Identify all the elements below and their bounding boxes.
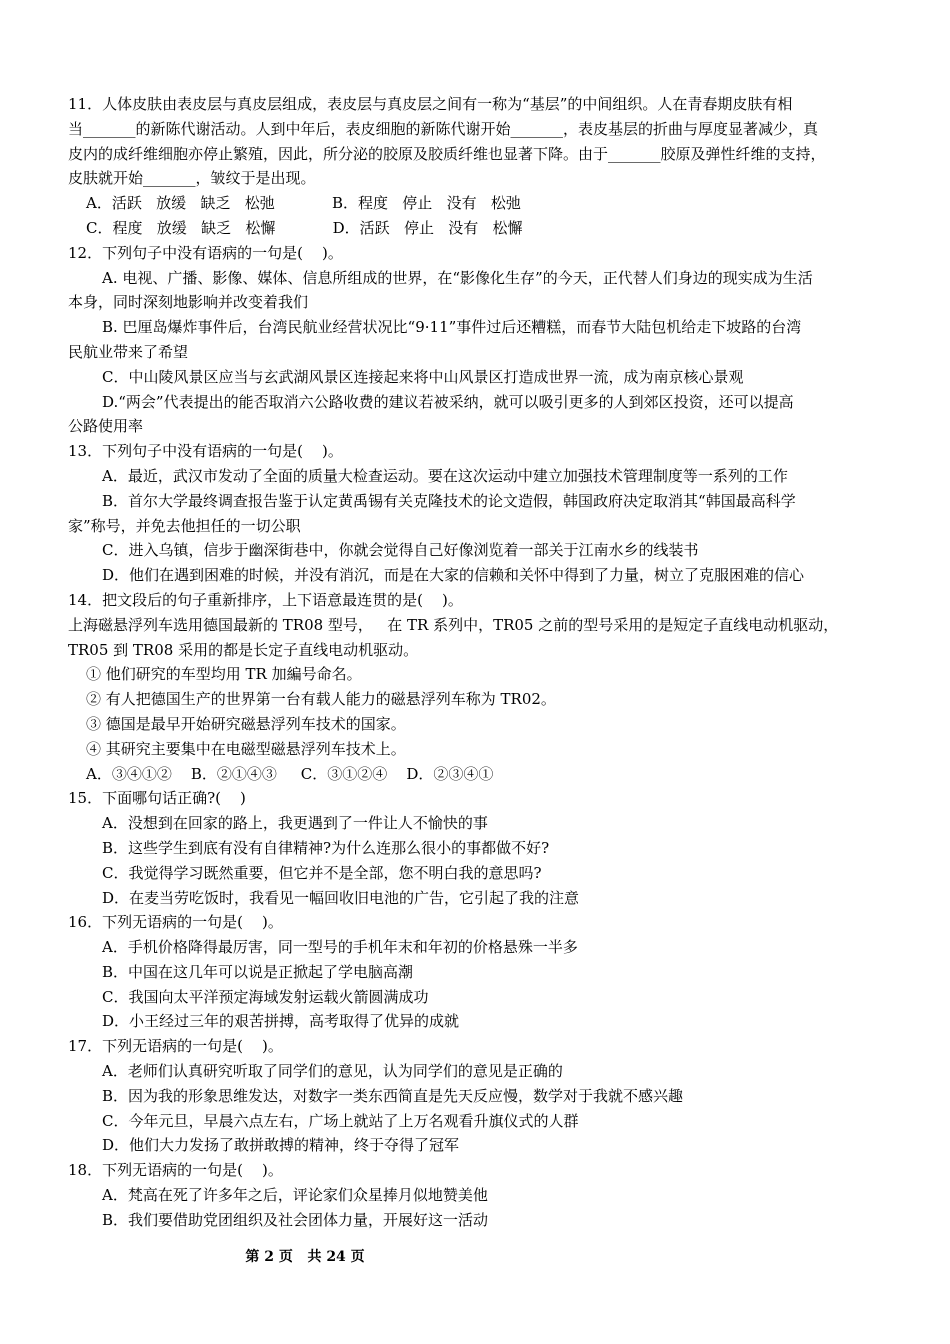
text-line: 18．下列无语病的一句是( )。 xyxy=(68,1161,283,1180)
text-line: 15．下面哪句话正确?( ) xyxy=(68,789,246,808)
text-line: C．程度 放缓 缺乏 松懈 D．活跃 停止 没有 松懈 xyxy=(86,218,523,237)
text-line: 家”称号，并免去他担任的一切公职 xyxy=(68,516,301,535)
text-line: 本身，同时深刻地影响并改变着我们 xyxy=(68,293,309,312)
text-line: 13．下列句子中没有语病的一句是( )。 xyxy=(68,442,343,461)
text-line: C．进入乌镇，信步于幽深街巷中，你就会觉得自己好像浏览着一部关于江南水乡的线装书 xyxy=(102,541,699,560)
text-line: 皮内的成纤维细胞亦停止繁殖，因此，所分泌的胶原及胶质纤维也显著下降。由于_______胶原及弹性纤维的支持， xyxy=(68,144,826,163)
text-line: C．我国向太平洋预定海域发射运载火箭圆满成功 xyxy=(102,987,429,1006)
text-line: ③ 德国是最早开始研究磁悬浮列车技术的国家。 xyxy=(86,714,406,733)
text-line: C．今年元旦，早晨六点左右，广场上就站了上万名观看升旗仪式的人群 xyxy=(102,1111,579,1130)
text-line: D．小王经过三年的艰苦拼搏，高考取得了优异的成就 xyxy=(102,1012,460,1031)
text-line: 16．下列无语病的一句是( )。 xyxy=(68,913,283,932)
text-line: D．在麦当劳吃饭时，我看见一幅回收旧电池的广告，它引起了我的注意 xyxy=(102,888,580,907)
exam-questions-body xyxy=(68,92,888,1233)
text-line: A. 电视、广播、影像、媒体、信息所组成的世界，在“影像化生存”的今天，正代替人们身边的现实成为生活 xyxy=(102,268,813,287)
text-line: B．因为我的形象思维发达，对数字一类东西简直是先天反应慢，数学对于我就不感兴趣 xyxy=(102,1086,684,1105)
text-line: 皮肤就开始_______，皱纹于是出现。 xyxy=(68,169,316,188)
text-line: D.“两会”代表提出的能否取消六公路收费的建议若被采纳，就可以吸引更多的人到郊区投资，还可以提高 xyxy=(102,392,794,411)
text-line: 12．下列句子中没有语病的一句是( )。 xyxy=(68,243,343,262)
text-line: ② 有人把德国生产的世界第一台有载人能力的磁悬浮列车称为 TR02。 xyxy=(86,690,556,709)
text-line: 11．人体皮肤由表皮层与真皮层组成，表皮层与真皮层之间有一称为“基层”的中间组织。人在青春期皮肤有相 xyxy=(68,95,793,113)
text-line: D．他们大力发扬了敢拼敢搏的精神，终于夺得了冠军 xyxy=(102,1136,460,1155)
text-line: B. 巴厘岛爆炸事件后，台湾民航业经营状况比“9·11”事件过后还糟糕，而春节大陆包机给走下坡路的台湾 xyxy=(102,318,802,337)
text-line: A．③④①② B．②①④③ C．③①②④ D．②③④① xyxy=(86,764,494,783)
text-line: A．手机价格降得最厉害，同一型号的手机年末和年初的价格悬殊一半多 xyxy=(102,938,578,957)
text-line: C．我觉得学习既然重要，但它并不是全部，您不明白我的意思吗? xyxy=(102,863,542,882)
text-line: A．最近，武汉市发动了全面的质量大检查运动。要在这次运动中建立加强技术管理制度等一系列的工作 xyxy=(102,466,788,485)
text-line: A．老师们认真研究听取了同学们的意见，认为同学们的意见是正确的 xyxy=(102,1062,563,1081)
text-line: A．活跃 放缓 缺乏 松弛 B．程度 停止 没有 松弛 xyxy=(86,194,521,213)
text-line: ① 他们研究的车型均用 TR 加編号命名。 xyxy=(86,665,362,684)
text-line: B．首尔大学最终调查报告鉴于认定黄禹锡有关克隆技术的论文造假，韩国政府决定取消其“韩国最高科学 xyxy=(102,491,796,510)
text-line: B．我们要借助党团组织及社会团体力量，开展好这一活动 xyxy=(102,1210,489,1229)
text-line: 当_______的新陈代谢活动。人到中年后，表皮细胞的新陈代谢开始_______，表皮基层的折曲与厚度显著减少，真 xyxy=(68,119,819,138)
text-line: B．中国在这几年可以说是正掀起了学电脑高潮 xyxy=(102,962,414,981)
text-line: 上海磁悬浮列车选用德国最新的 TR08 型号， 在 TR 系列中，TR05 之前的型号采用的是短定子直线电动机驱动， xyxy=(68,615,839,634)
text-line: 民航业带来了希望 xyxy=(68,342,189,361)
text-line: ④ 其研究主要集中在电磁型磁悬浮列车技术上。 xyxy=(86,739,406,758)
text-line: D．他们在遇到困难的时候，并没有消沉，而是在大家的信赖和关怀中得到了力量，树立了克服困难的信心 xyxy=(102,566,805,585)
text-line: A．梵高在死了许多年之后，评论家们众星捧月似地赞美他 xyxy=(102,1186,488,1205)
text-line: 公路使用率 xyxy=(68,417,144,436)
text-line: C．中山陵风景区应当与玄武湖风景区连接起来将中山风景区打造成世界一流，成为南京核心景观 xyxy=(102,367,744,386)
page-footer: 第 2 页 共 24 页 xyxy=(245,1249,365,1265)
text-line: 14．把文段后的句子重新排序，上下语意最连贯的是( )。 xyxy=(68,590,463,609)
text-line: TR05 到 TR08 采用的都是长定子直线电动机驱动。 xyxy=(68,640,419,659)
text-line: B．这些学生到底有没有自律精神?为什么连那么很小的事都做不好? xyxy=(102,838,550,857)
text-line: A．没想到在回家的路上，我更遇到了一件让人不愉快的事 xyxy=(102,814,488,833)
text-line: 17．下列无语病的一句是( )。 xyxy=(68,1037,283,1056)
